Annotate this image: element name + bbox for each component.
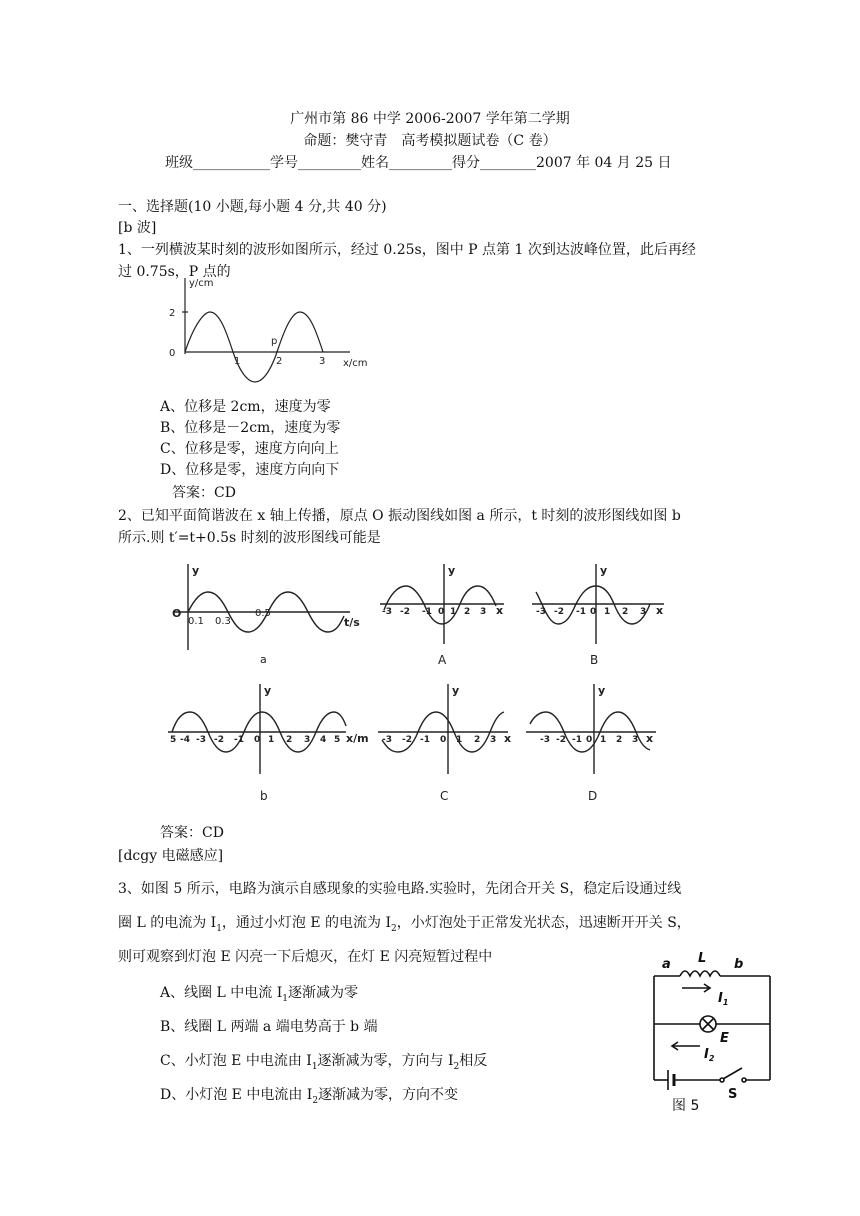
fig-D-tick: 1	[600, 735, 607, 745]
circuit-label-I1: $I_1$	[718, 991, 729, 1007]
fig-b-tick: -4	[180, 735, 190, 745]
fig-D-tick: -2	[556, 735, 566, 745]
q2-figure-a	[168, 560, 368, 670]
fig-C-tick: -1	[420, 735, 430, 745]
fig-B-xlabel: x	[656, 604, 664, 617]
q2-figure-B	[532, 562, 668, 670]
fig-b-tick: 4	[320, 735, 327, 745]
fig-b-tick: -1	[234, 735, 244, 745]
q2-answer: 答案：CD	[160, 825, 224, 841]
fig-B-curve	[536, 586, 650, 624]
fig-b-ylabel: y	[264, 684, 272, 697]
fig-D-tick: 3	[632, 735, 639, 745]
q1-origin-label: 0	[169, 348, 176, 359]
fig-B-tick: 2	[622, 607, 629, 617]
fig-b-tick: -3	[196, 735, 206, 745]
q1-x-tick-1: 1	[234, 356, 241, 367]
fig-B-tick: 3	[640, 607, 647, 617]
fig-D-ylabel: y	[598, 684, 606, 697]
fig-B-ylabel: y	[600, 564, 608, 577]
fig-B-caption: B	[590, 653, 599, 667]
fig-b-tick: 5	[170, 735, 177, 745]
q1-option-d: D、位移是零，速度方向向下	[160, 462, 340, 478]
fig-a-caption: a	[260, 653, 267, 666]
fig-D-tick: -1	[572, 735, 582, 745]
topic-tag-induction: [dcgy 电磁感应]	[118, 848, 224, 864]
q3-stem-line3: 则可观察到灯泡 E 闪亮一下后熄灭，在灯 E 闪亮短暂过程中	[118, 949, 493, 965]
circuit-label-a: a	[662, 957, 671, 972]
fig-C-tick: -3	[382, 735, 392, 745]
q1-point-p-label: p	[271, 336, 278, 347]
fig-C-tick: 2	[474, 735, 481, 745]
fig-a-ylabel: y	[192, 564, 200, 577]
q1-ylabel: y/cm	[189, 278, 214, 289]
fig-B-tick: -1	[576, 607, 586, 617]
q3-circuit-diagram	[634, 940, 784, 1116]
fig-A-curve	[384, 586, 496, 624]
circuit-label-I2: $I_2$	[704, 1047, 715, 1063]
fig-a-tick-3: 0.5	[255, 608, 271, 619]
fig-A-tick: -2	[400, 607, 410, 617]
topic-tag-wave: [b 波]	[118, 220, 157, 236]
fig-A-tick: 2	[464, 607, 471, 617]
q2-figure-C	[378, 680, 518, 804]
fig-a-origin: O	[172, 607, 182, 620]
switch-icon	[723, 1068, 742, 1079]
fig-A-xlabel: x	[496, 604, 504, 617]
fig-b-tick: -2	[214, 735, 224, 745]
fig-B-tick: 1	[604, 607, 611, 617]
fig-b-tick: 5	[334, 735, 341, 745]
page-subtitle: 命题：樊守青 高考模拟题试卷（C 卷）	[303, 133, 557, 149]
section-heading: 一、选择题(10 小题,每小题 4 分,共 40 分)	[118, 199, 387, 215]
q2-figure-b	[168, 680, 378, 804]
student-info-line: 班级___________学号_________姓名_________得分________2007 年 04 月 25 日	[165, 155, 672, 171]
q1-x-tick-3: 3	[319, 356, 326, 367]
fig-A-tick: -3	[382, 607, 392, 617]
q3-stem-line2: 圈 L 的电流为 $I_1$，通过小灯泡 E 的电流为 $I_2$，小灯泡处于正常发光状态，迅速断开开关 S，	[118, 915, 691, 934]
q3-option-b: B、线圈 L 两端 a 端电势高于 b 端	[160, 1019, 378, 1035]
fig-b-xlabel: x/m	[346, 732, 369, 745]
fig-D-tick: 0	[586, 735, 593, 745]
q1-wave-curve	[185, 312, 326, 382]
q2-stem-line1: 2、已知平面简谐波在 x 轴上传播，原点 O 振动图线如图 a 所示，t 时刻的波形图线如图 b	[118, 508, 681, 524]
q1-option-b: B、位移是－2cm，速度为零	[160, 420, 341, 436]
fig-a-xlabel: t/s	[344, 616, 360, 629]
circuit-caption: 图 5	[672, 1098, 700, 1114]
inductor-coil-icon	[680, 971, 720, 976]
circuit-label-E: E	[720, 1031, 729, 1046]
fig-A-caption: A	[438, 653, 447, 667]
q3-option-a: A、线圈 L 中电流 $I_1$逐渐减为零	[160, 985, 359, 1004]
fig-C-ylabel: y	[452, 684, 460, 697]
fig-A-ylabel: y	[448, 564, 456, 577]
fig-C-caption: C	[440, 789, 449, 803]
q1-wave-graph	[165, 274, 380, 386]
switch-icon	[742, 1078, 746, 1082]
q3-stem-line1: 3、如图 5 所示，电路为演示自感现象的实验电路.实验时，先闭合开关 S，稳定后设通过线	[118, 881, 682, 897]
q1-option-c: C、位移是零，速度方向向上	[160, 441, 339, 457]
q1-xlabel: x/cm	[343, 358, 368, 369]
fig-B-tick: 0	[590, 607, 597, 617]
fig-A-tick: 3	[480, 607, 487, 617]
fig-C-tick: 3	[490, 735, 497, 745]
fig-C-tick: 0	[440, 735, 447, 745]
fig-a-tick-2: 0.3	[215, 616, 231, 627]
fig-A-tick: 1	[450, 607, 457, 617]
q2-figure-D	[526, 680, 666, 804]
q1-x-tick-2: 2	[276, 356, 283, 367]
fig-D-caption: D	[588, 789, 598, 803]
fig-B-tick: -3	[536, 607, 546, 617]
fig-B-tick: -2	[554, 607, 564, 617]
fig-A-tick: -1	[422, 607, 432, 617]
page-title: 广州市第 86 中学 2006-2007 学年第二学期	[290, 111, 570, 127]
fig-a-tick-1: 0.1	[188, 616, 204, 627]
q3-option-d: D、小灯泡 E 中电流由 $I_2$逐渐减为零，方向不变	[160, 1087, 459, 1106]
fig-C-xlabel: x	[504, 732, 512, 745]
q2-stem-line2: 所示.则 t′=t+0.5s 时刻的波形图线可能是	[118, 530, 381, 546]
q1-answer: 答案：CD	[172, 485, 236, 501]
circuit-label-b: b	[734, 957, 744, 972]
fig-D-tick: 2	[616, 735, 623, 745]
q3-option-c: C、小灯泡 E 中电流由 $I_1$逐渐减为零，方向与 $I_2$相反	[160, 1053, 488, 1072]
fig-b-tick: 2	[286, 735, 293, 745]
fig-A-tick: 0	[438, 607, 445, 617]
fig-C-tick: 1	[456, 735, 463, 745]
q1-y-tick-label: 2	[169, 308, 176, 319]
fig-b-tick: 1	[268, 735, 275, 745]
q1-stem-line1: 1、一列横波某时刻的波形如图所示，经过 0.25s，图中 P 点第 1 次到达波峰位置，此后再经	[118, 242, 696, 258]
fig-b-tick: 3	[304, 735, 311, 745]
circuit-label-L: L	[698, 951, 707, 966]
q2-figure-A	[380, 562, 508, 670]
fig-D-tick: -3	[540, 735, 550, 745]
fig-b-tick: 0	[254, 735, 261, 745]
q1-stem-line2: 过 0.75s，P 点的	[118, 264, 231, 280]
fig-C-tick: -2	[402, 735, 412, 745]
circuit-label-S: S	[728, 1087, 738, 1102]
fig-b-caption: b	[260, 789, 268, 803]
fig-D-xlabel: x	[646, 732, 654, 745]
q1-option-a: A、位移是 2cm，速度为零	[160, 399, 331, 415]
